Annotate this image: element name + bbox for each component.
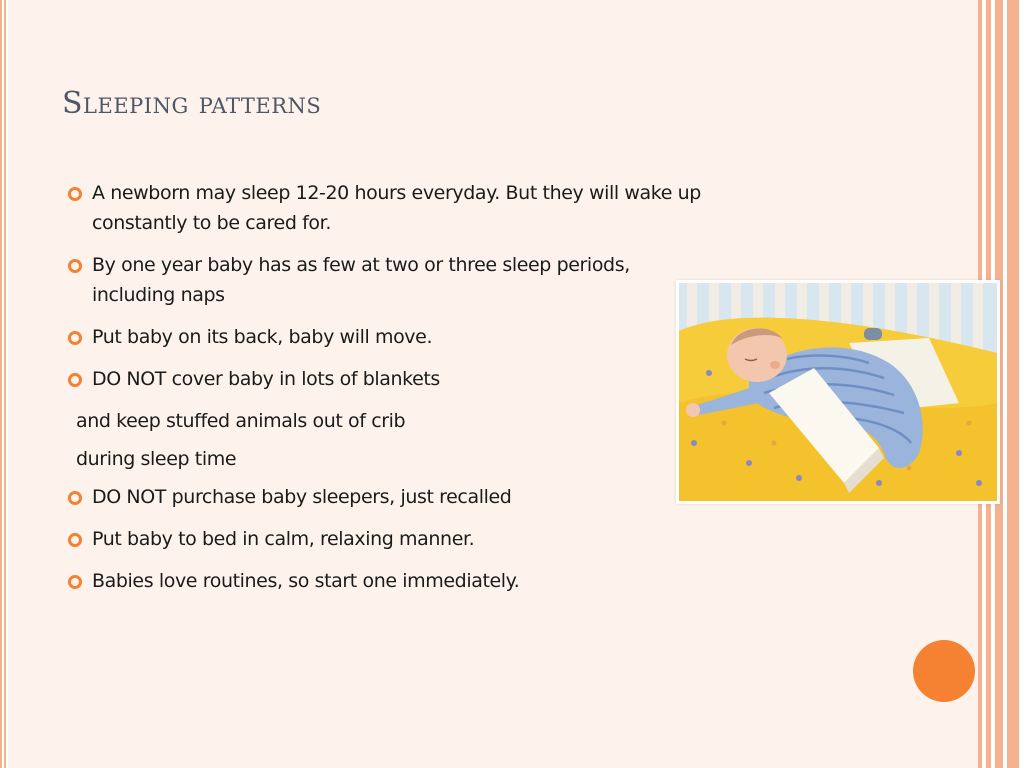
bullet-text: and keep stuffed animals out of crib — [76, 410, 406, 432]
circle-bullet-icon — [68, 331, 82, 345]
bullet-item — [62, 566, 712, 596]
circle-bullet-icon — [68, 533, 82, 547]
circle-bullet-icon — [68, 373, 82, 387]
bullet-item — [62, 178, 712, 238]
bullet-item — [62, 482, 712, 512]
bullet-text: By one year baby has as few at two or three sleep periods, including naps — [92, 254, 630, 306]
circle-bullet-icon — [68, 491, 82, 505]
bullet-text: Babies love routines, so start one immediately. — [92, 570, 520, 592]
bullet-item — [62, 524, 712, 554]
circle-bullet-icon — [68, 259, 82, 273]
bullet-text: A newborn may sleep 12-20 hours everyday. But they will wake up constantly to be cared for. — [92, 182, 701, 234]
bullet-text: Put baby on its back, baby will move. — [92, 326, 433, 348]
bullet-item — [62, 364, 712, 394]
bullet-item — [62, 250, 712, 310]
baby-sleeping-illustration — [679, 283, 997, 501]
continuation-line — [62, 406, 712, 436]
bullet-item — [62, 322, 712, 352]
baby-sleeping-photo — [676, 280, 1000, 504]
left-border-stripe — [0, 0, 2, 768]
continuation-line — [62, 444, 712, 474]
circle-bullet-icon — [68, 575, 82, 589]
bullet-text: during sleep time — [76, 448, 237, 470]
bullet-text: DO NOT purchase baby sleepers, just recalled — [92, 486, 512, 508]
slide-title: Sleeping patterns — [62, 86, 322, 121]
bullet-text: Put baby to bed in calm, relaxing manner. — [92, 528, 475, 550]
circle-bullet-icon — [68, 187, 82, 201]
left-border-stripe — [4, 0, 6, 768]
bullet-text: DO NOT cover baby in lots of blankets — [92, 368, 440, 390]
bullet-list — [62, 178, 712, 608]
orange-circle-icon — [913, 640, 975, 702]
right-border-stripe — [1007, 0, 1019, 768]
